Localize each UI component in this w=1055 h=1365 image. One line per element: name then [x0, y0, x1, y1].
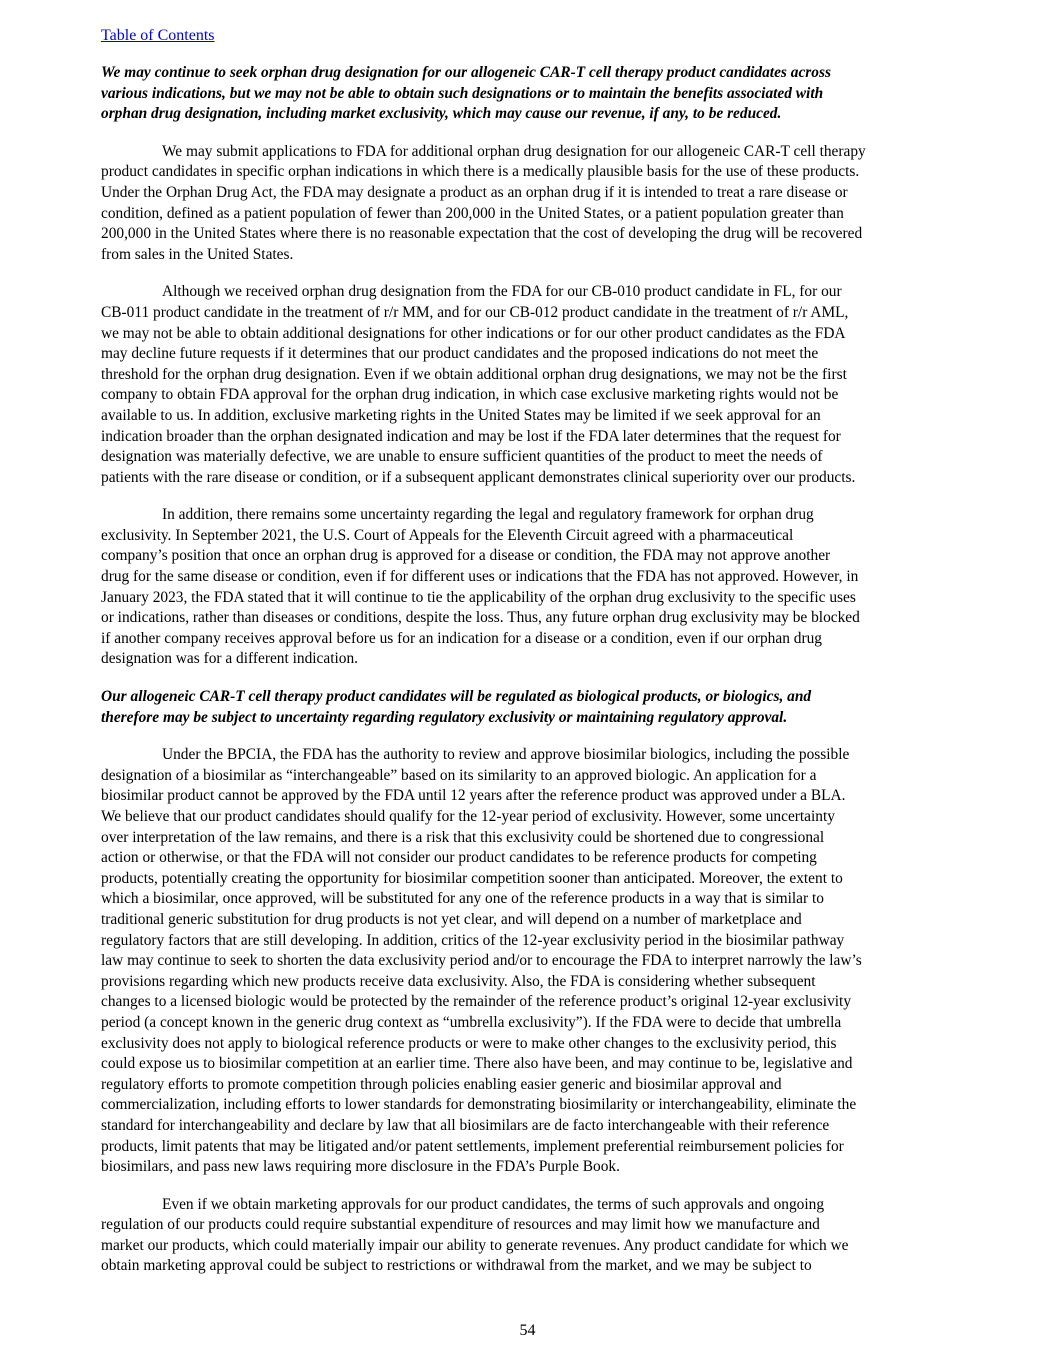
risk-factor-heading: We may continue to seek orphan drug designation for our allogeneic CAR-T cell therapy product candidates across various indications, but we may not be able to obtain such designations or to maintain the benefits associated with orphan drug designation, including market exclusivity, which may cause our revenue, if any, to be reduced.: [101, 64, 831, 123]
body-paragraph: Under the BPCIA, the FDA has the authority to review and approve biosimilar biologics, including the possible designation of a biosimilar as “interchangeable” based on its similarity to an approved biologic. An application for a biosimilar product cannot be approved by the FDA until 12 years after the reference product was approved under a BLA. We believe that our product candidates should qualify for the 12-year period of exclusivity. However, some uncertainty over interpretation of the law remains, and there is a risk that this exclusivity could be shortened due to congressional action or otherwise, or that the FDA will not consider our product candidates to be reference products for competing products, potentially creating the opportunity for biosimilar competition sooner than anticipated. Moreover, the extent to which a biosimilar, once approved, will be substituted for any one of the reference products in a way that is similar to traditional generic substitution for drug products is not yet clear, and will depend on a number of marketplace and regulatory factors that are still developing. In addition, critics of the 12-year exclusivity period in the biosimilar pathway law may continue to seek to shorten the data exclusivity period and/or to encourage the FDA to interpret narrowly the law’s provisions regarding which new products receive data exclusivity. Also, the FDA is considering whether subsequent changes to a licensed biologic would be protected by the remainder of the reference product’s original 12-year exclusivity period (a concept known in the generic drug context as “umbrella exclusivity”). If the FDA were to decide that umbrella exclusivity does not apply to biological reference products or were to make other changes to the exclusivity period, this could expose us to biosimilar competition at an earlier time. There also have been, and may continue to be, legislative and regulatory efforts to promote competition through policies enabling easier generic and biosimilar approval and commercialization, including efforts to lower standards for demonstrating biosimilarity or interchangeability, eliminate the standard for interchangeability and declare by law that all biosimilars are de facto interchangeable with their reference products, limit patents that may be litigated and/or patent settlements, implement preferential reimbursement policies for biosimilars, and pass new laws requiring more disclosure in the FDA’s Purple Book.: [101, 746, 862, 1176]
biologics-exclusivity-risk-section: [101, 687, 955, 1277]
body-paragraph: Even if we obtain marketing approvals for our product candidates, the terms of such approvals and ongoing regulation of our products could require substantial expenditure of resources and may limit how we manufacture and market our products, which could materially impair our ability to generate revenues. Any product candidate for which we obtain marketing approval could be subject to restrictions or withdrawal from the market, and we may be subject to: [101, 1195, 849, 1275]
body-paragraph: In addition, there remains some uncertainty regarding the legal and regulatory framework for orphan drug exclusivity. In September 2021, the U.S. Court of Appeals for the Eleventh Circuit agreed with a pharmaceutical company’s position that once an orphan drug is approved for a disease or condition, the FDA may not approve another drug for the same disease or condition, even if for different uses or indications that the FDA has not approved. However, in January 2023, the FDA stated that it will continue to tie the applicability of the orphan drug exclusivity to the specific uses or indications, rather than diseases or conditions, despite the loss. Thus, any future orphan drug exclusivity may be blocked if another company receives approval before us for an indication for a disease or a condition, even if our orphan drug designation was for a different indication.: [101, 506, 860, 668]
orphan-drug-risk-section: [101, 63, 955, 670]
document-page: [101, 26, 955, 1277]
table-of-contents-link[interactable]: Table of Contents: [101, 27, 215, 44]
body-paragraph: We may submit applications to FDA for additional orphan drug designation for our allogeneic CAR-T cell therapy product candidates in specific orphan indications in which there is a medically plausible basis for the use of these products. Under the Orphan Drug Act, the FDA may designate a product as an orphan drug if it is intended to treat a rare disease or condition, defined as a patient population of fewer than 200,000 in the United States, or a patient population greater than 200,000 in the United States where there is no reasonable expectation that the cost of developing the drug will be recovered from sales in the United States.: [101, 142, 866, 263]
page-number: 54: [519, 1322, 536, 1339]
risk-factor-heading: Our allogeneic CAR-T cell therapy product candidates will be regulated as biological products, or biologics, and therefore may be subject to uncertainty regarding regulatory exclusivity or maintaining regulatory approval.: [101, 688, 812, 726]
body-paragraph: Although we received orphan drug designation from the FDA for our CB-010 product candidate in FL, for our CB-011 product candidate in the treatment of r/r MM, and for our CB-012 product candidate in the treatment of r/r AML, we may not be able to obtain additional designations for other indications or for our other product candidates as the FDA may decline future requests if it determines that our product candidates and the proposed indications do not meet the threshold for the orphan drug designation. Even if we obtain additional orphan drug designations, we may not be the first company to obtain FDA approval for the orphan drug indication, in which case exclusive marketing rights would not be available to us. In addition, exclusive marketing rights in the United States may be limited if we seek approval for an indication broader than the orphan designated indication and may be lost if the FDA later determines that the request for designation was materially defective, we are unable to ensure sufficient quantities of the product to meet the needs of patients with the rare disease or condition, or if a subsequent applicant demonstrates clinical superiority over our products.: [101, 283, 856, 486]
